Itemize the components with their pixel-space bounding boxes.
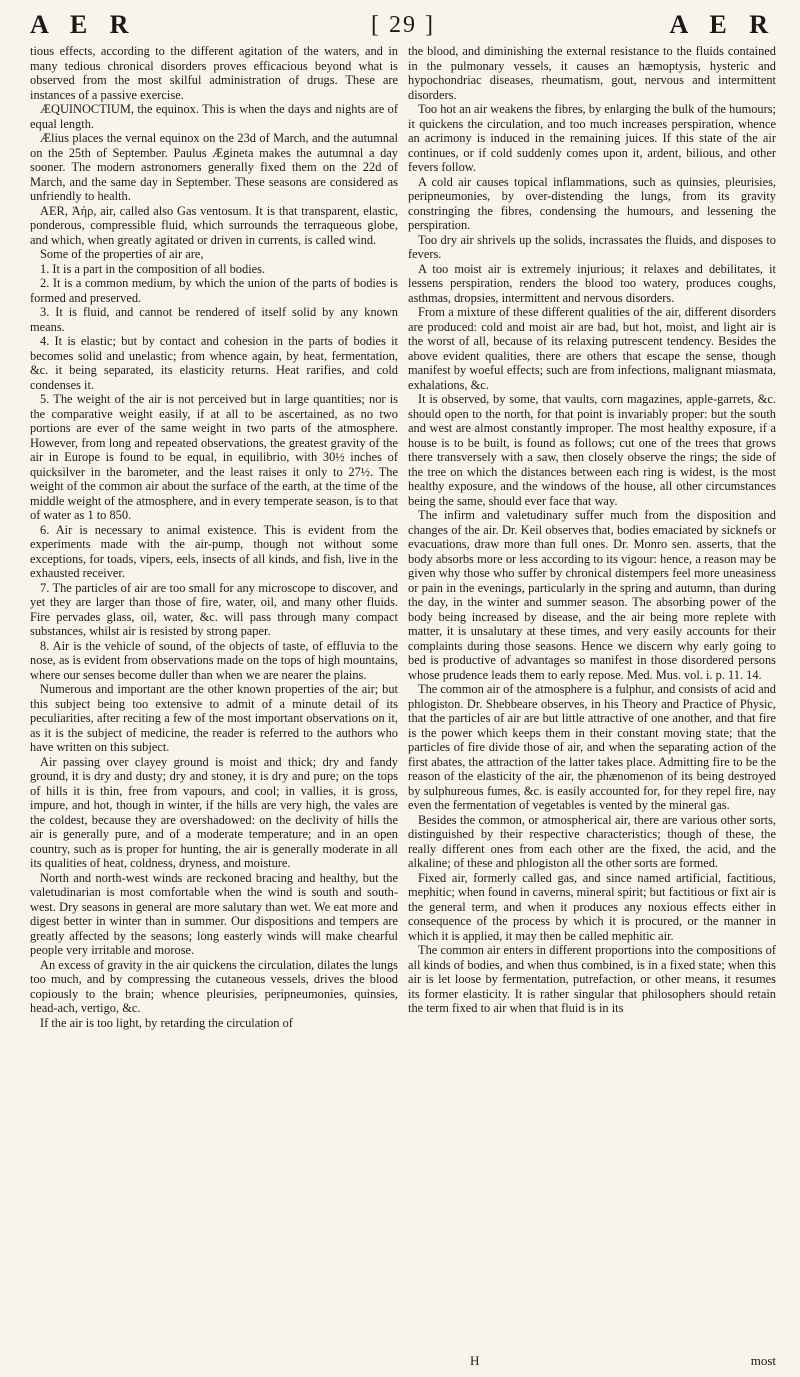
paragraph: North and north-west winds are reckoned bracing and healthy, but the valetudinarian is most comfortable when the wind is south and south-west. Dry seasons in general are more salutary than wet. We eat more and digest better in winter than in summer. Our dispositions and tempers are greatly affected by the seasons; long easterly winds will make chearful people very irritable and morose.: [30, 870, 398, 957]
paragraph: 1. It is a part in the composition of all bodies.: [40, 261, 266, 276]
paragraph: A cold air causes topical inflammations, such as quinsies, pleurisies, peripneumonies, by over-distending the lungs, from its gravity constringing the fibres, condensing the humours, and lessening the perspiration.: [408, 174, 776, 232]
paragraph: It is observed, by some, that vaults, corn magazines, apple-garrets, &c. should open to the north, for that point is invariably proper: but the south and west are almost constantly improper. The most healthy exposure, if a house is to be built, is found as follows; cut one of the trees that grows there transversely with a saw, then closely observe the rings; the side of the tree on which the distances between each ring is widest, is the most healthy exposure, and the windows of the house, all other circumstances being the same, should ever face that way.: [408, 392, 776, 508]
text-columns: [30, 44, 776, 1367]
paragraph: 7. The particles of air are too small for any microscope to discover, and yet they are larger than those of fire, water, oil, and many other fluids. Fire pervades glass, oil, water, &c. will pass through many compact substances, whilst air is resisted by strong paper.: [30, 580, 398, 638]
paragraph: 2. It is a common medium, by which the union of the parts of bodies is formed and preserved.: [30, 276, 398, 305]
paragraph: Fixed air, formerly called gas, and since named artificial, factitious, mephitic; when found in caverns, mineral spirit; but factitious or fixt air is the general term, and when it produces any noxious effects either in consequence of the process by which it is procured, or the manner in which it is applied, it may then be called mephitic air.: [408, 870, 776, 943]
paragraph: ÆQUINOCTIUM, the equinox. This is when the days and nights are of equal length.: [30, 102, 398, 131]
page-number: [ 29 ]: [371, 11, 435, 38]
paragraph: Air passing over clayey ground is moist and thick; dry and fandy ground, it is dry and dusty; dry and stoney, it is dry and pure; on the tops of hills it is thin, free from vapours, and cool; in vallies, it is gross, impure, and hot, though in winter, if the hills are very high, the vales are the coldest, because they are overshadowed: on the declivity of hills the air is generally pure, and of a moderate temperature; and in an open country, such as is proper for hunting, the air is generally moderate in all its qualities of heat, coldness, dryness, and moisture.: [30, 754, 398, 870]
right-column: [408, 44, 776, 1367]
paragraph: 4. It is elastic; but by contact and cohesion in the parts of bodies it becomes solid and unelastic; from whence again, by heat, fermentation, &c. it being separated, its elasticity returns. Heat rarifies, and cold condenses it.: [30, 334, 398, 392]
paragraph: From a mixture of these different qualities of the air, different disorders are produced: cold and moist air are bad, but hot, moist, and light air is the worst of all, because of its relaxing putrescent tendency. Besides the above evident qualities, there are others that escape the sense, though manifest by woeful effects; such are from infections, malignant miasmata, exhalations, &c.: [408, 305, 776, 392]
signature-mark: H: [470, 1353, 480, 1368]
paragraph: AER, Ἀήρ, air, called also Gas ventosum. It is that transparent, elastic, ponderous, compressible fluid, which surrounds the terraqueous globe, and which, when greatly agitated or driven in currents, is called wind.: [30, 203, 398, 247]
paragraph: 5. The weight of the air is not perceived but in large quantities; nor is the comparative weight easily, if at all to be ascertained, as no two portions are ever of the same weight in two parts of the atmosphere. However, from long and repeated observations, the greatest gravity of the air in Europe is found to be equal, in equilibrio, with 30½ inches of quicksilver in the barometer, and the least raises it only to 27½. The weight of the common air about the surface of the earth, at the time of the middle weight of the atmosphere, and in every temperate season, is to that of water as 1 to 850.: [30, 392, 398, 522]
paragraph: Numerous and important are the other known properties of the air; but this subject being too extensive to admit of a minute detail of its peculiarities, after reciting a few of the most important observations on it, as it is the subject of medicine, the reader is referred to the authors who have written on this subject.: [30, 682, 398, 754]
left-column: [30, 44, 398, 1367]
paragraph: An excess of gravity in the air quickens the circulation, dilates the lungs too much, and by compressing the cutaneous vessels, drives the blood copiously to the brain; whence pleurisies, peripneumonies, quinsies, head-ach, vertigo, &c.: [30, 957, 398, 1015]
paragraph: Too dry air shrivels up the solids, incrassates the fluids, and disposes to fevers.: [408, 232, 776, 261]
header-left-word: A E R: [30, 10, 137, 39]
paragraph: The infirm and valetudinary suffer much from the disposition and changes of the air. Dr. Keil observes that, bodies emaciated by sicknefs or evacuations, draw more than full ones. Dr. Monro sen. asserts, that the body absorbs more or less according to its vigour: hence, a reason may be given why those who suffer by chronical distempers feel more uneasiness or pain in the evenings, particularly in the spring and autumn, than during the day, in the winter and summer season. The absorbing power of the body being increased by disease, and the air being more replete with matter, it is unsalutary at these times, and very easily accounts for their complaints during those seasons. Hence we discern why early going to bed is productive of advantages so manifest in those disordered persons whose prudence leads them to early repose. Med. Mus. vol. i. p. 11. 14.: [408, 508, 776, 682]
page-footer: [410, 1353, 776, 1369]
paragraph: tious effects, according to the different agitation of the waters, and in many tedious chronical disorders proves efficacious beyond what is observed from the most skilful administration of drugs. These are instances of a passive exercise.: [30, 44, 398, 102]
paragraph: 6. Air is necessary to animal existence. This is evident from the experiments made with the air-pump, though not without some exceptions, for toads, vipers, eels, insects of all kinds, and fish, live in the exhausted receiver.: [30, 522, 398, 580]
paragraph: Besides the common, or atmospherical air, there are various other sorts, distinguished by their respective characteristics; though of these, the really different ones from each other are the fixed, the acid, and the alkaline; of these and phlogiston all the other sorts are formed.: [408, 812, 776, 870]
paragraph: A too moist air is extremely injurious; it relaxes and debilitates, it lessens perspiration, renders the blood too watery, produces coughs, asthmas, dropsies, intermittent and nervous disorders.: [408, 261, 776, 305]
paragraph: Too hot an air weakens the fibres, by enlarging the bulk of the humours; it quickens the circulation, and too much increases perspiration, whence an acrimony is induced in the remaining juices. If this state of the air continues, or if cold suddenly comes upon it, ardent, bilious, and other fevers follow.: [408, 102, 776, 174]
paragraph: The common air enters in different proportions into the compositions of all kinds of bodies, and when thus combined, is in a fixed state; when this air is let loose by fermentation, putrefaction, or other means, it resumes its former elasticity. It is rather singular that philosophers should retain the term fixed to air when that fluid is in its: [408, 943, 776, 1015]
paragraph: Ælius places the vernal equinox on the 23d of March, and the autumnal on the 25th of September. Paulus Ægineta makes the autumnal a day sooner. The modern astronomers generally fixed them on the 22d of March, and the same day in September. These seasons are considered as unfriendly to health.: [30, 131, 398, 203]
catchword: most: [750, 1353, 776, 1368]
header-right-word: A E R: [669, 10, 776, 39]
paragraph: Some of the properties of air are,: [40, 247, 204, 261]
paragraph: 8. Air is the vehicle of sound, of the objects of taste, of effluvia to the nose, as is evident from observations made on the tops of high mountains, where our senses become duller than when we are nearer the plains.: [30, 638, 398, 682]
paragraph: The common air of the atmosphere is a fulphur, and consists of acid and phlogiston. Dr. Shebbeare observes, in his Theory and Practice of Physic, that the particles of air are but little attractive of one another, and that fire is the power which keeps them in their constant moving state; that the particles of fire divide those of air, and when the separating action of the first abates, the attraction of the latter takes place. Admitting fire to be the reason of the elasticity of the air, the phænomenon of its being destroyed by sulphureous fumes, &c. is easily accounted for, for they repel fire, nay even the fermentation of vegetables is vented by the mineral gas.: [408, 682, 776, 812]
paragraph: If the air is too light, by retarding the circulation of: [40, 1015, 293, 1030]
paragraph: the blood, and diminishing the external resistance to the fluids contained in the pulmonary vessels, it causes an hæmoptysis, hysteric and hypochondriac diseases, rheumatism, gout, nervous and intermittent disorders.: [408, 44, 776, 102]
paragraph: 3. It is fluid, and cannot be rendered of itself solid by any known means.: [30, 305, 398, 334]
running-header: [30, 10, 776, 40]
